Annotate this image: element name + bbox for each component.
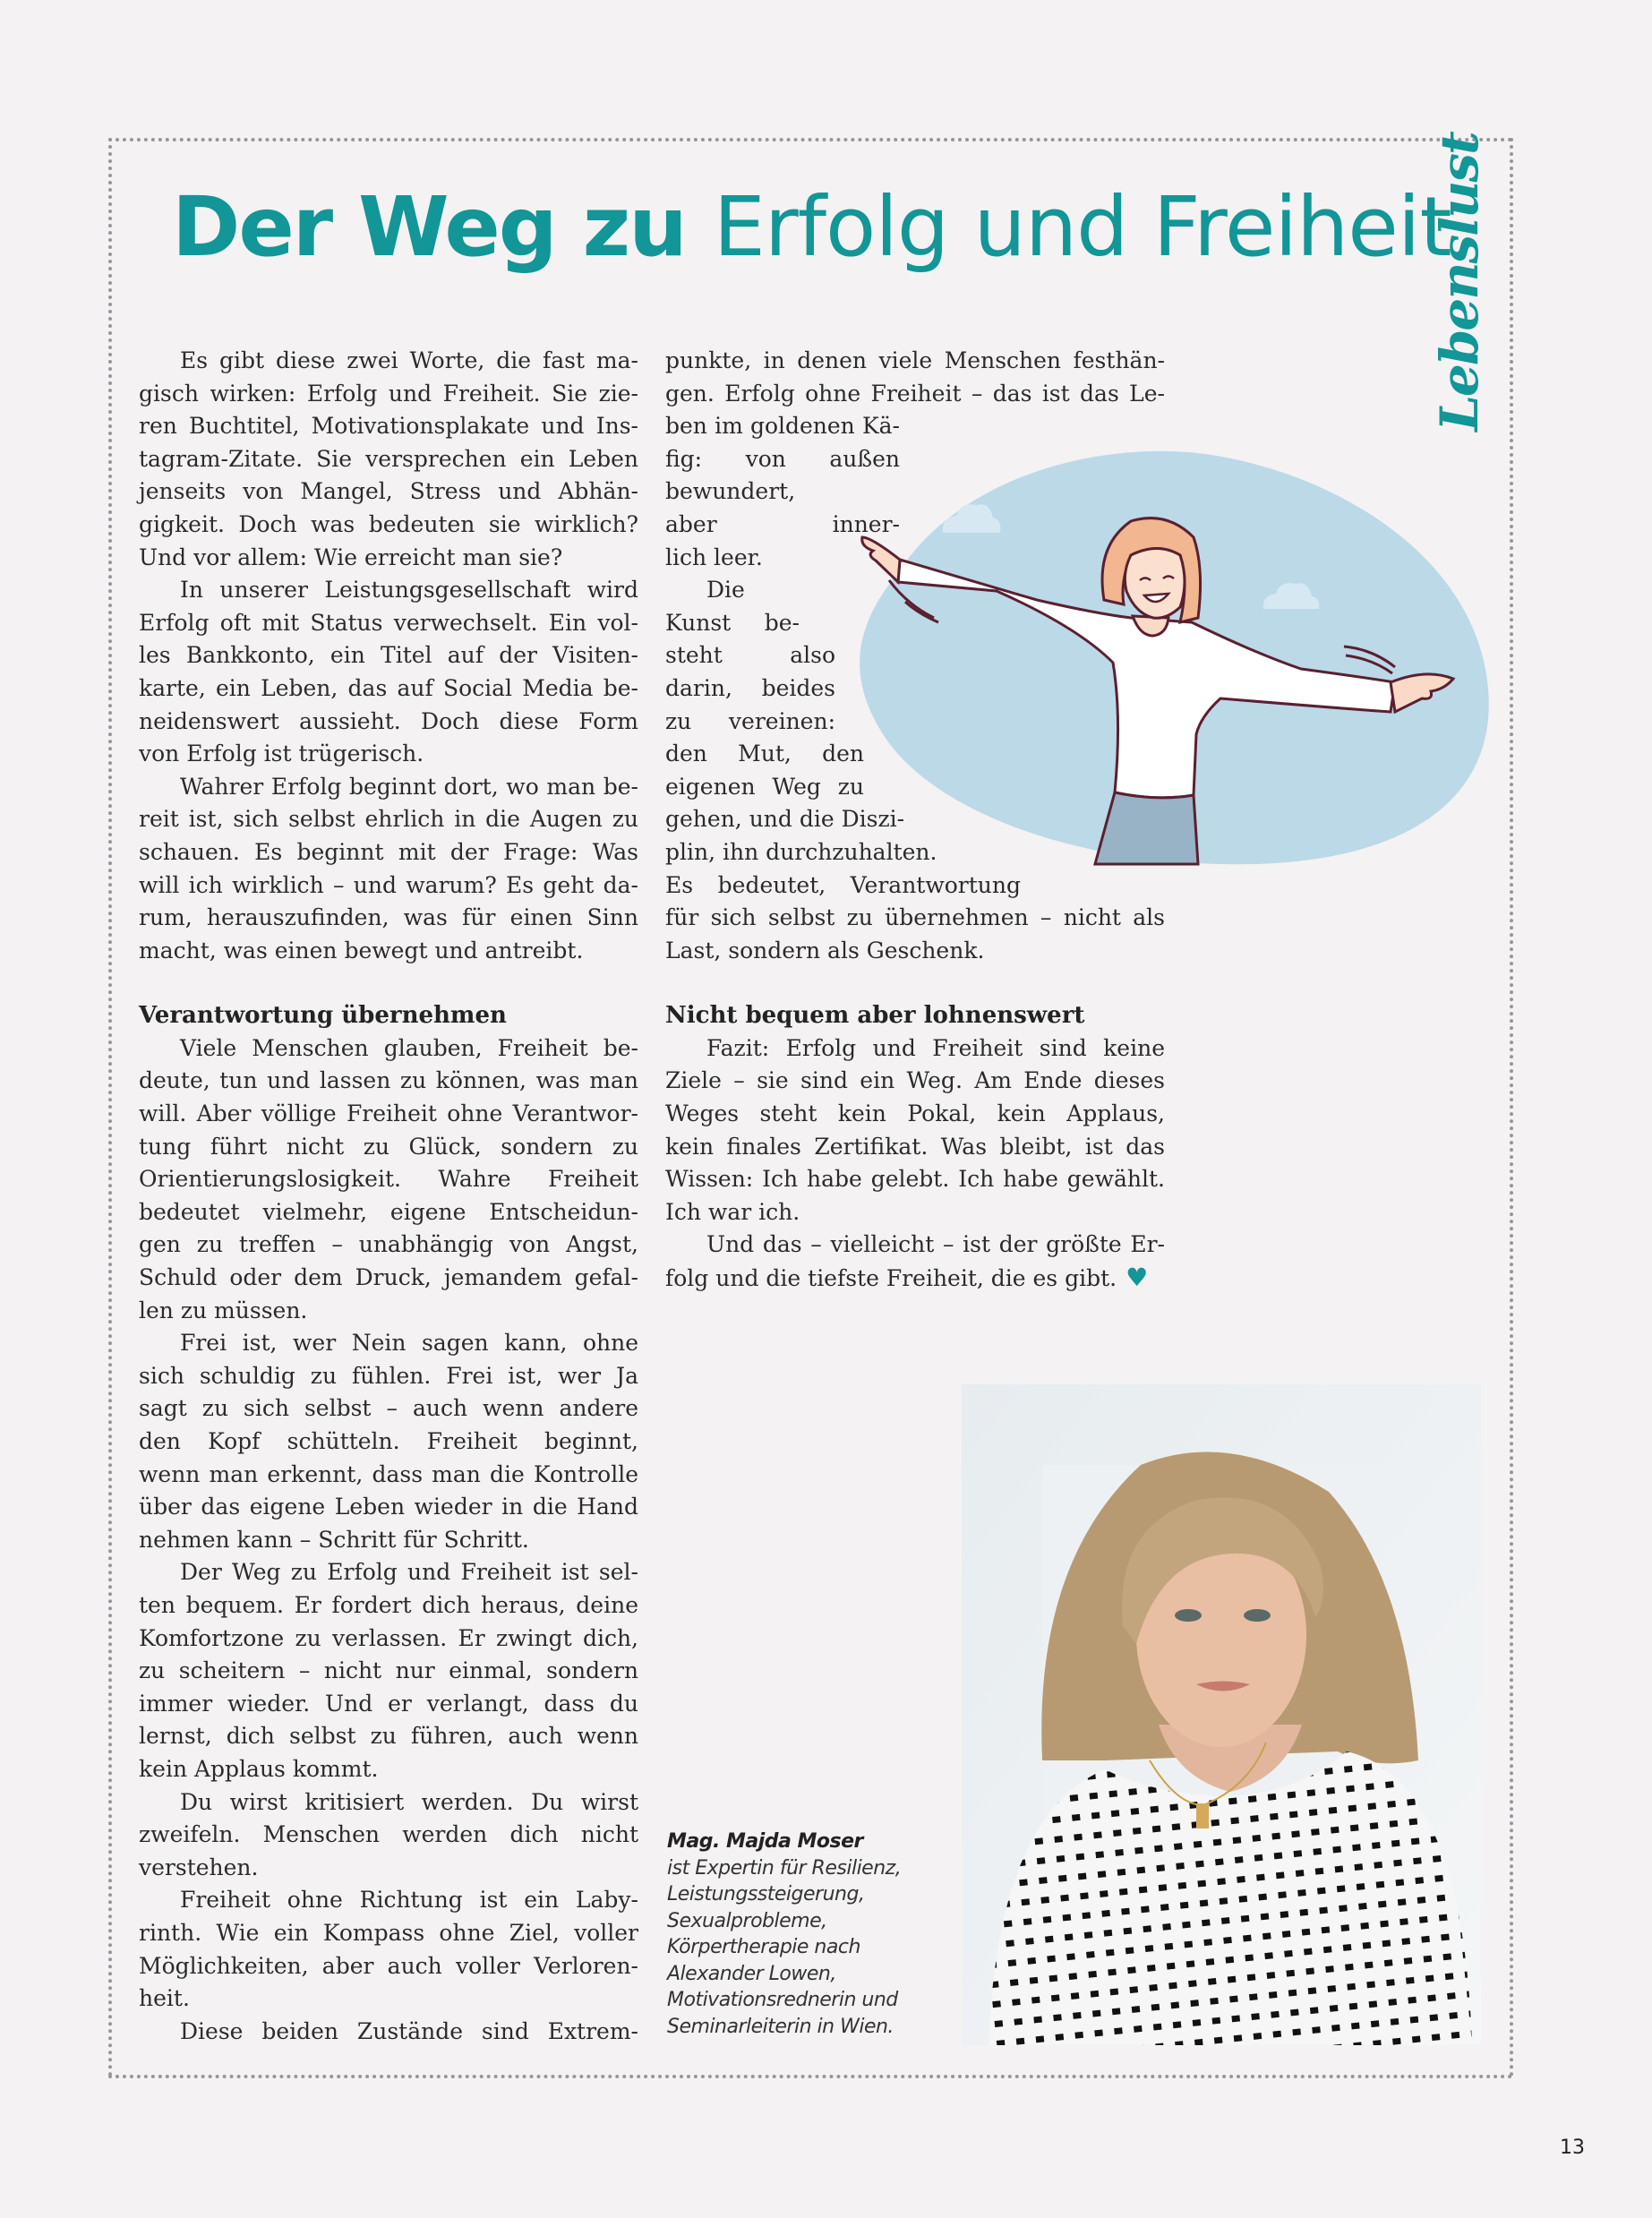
paragraph [139, 1032, 638, 1327]
text-line: Weges steht kein Pokal, kein Applaus, [665, 1100, 1165, 1127]
text-line: Freiheit ohne Richtung ist ein Laby- [180, 1887, 638, 1914]
text-line: Der Weg zu Erfolg und Freiheit ist sel- [180, 1559, 638, 1586]
portrait-svg [962, 1384, 1481, 2045]
text-line: Ich war ich. [665, 1198, 800, 1225]
text-line: für sich selbst zu übernehmen – nicht als [665, 904, 1165, 931]
text-line: rinth. Wie ein Kompass ohne Ziel, voller [139, 1919, 638, 1946]
text-line: Es bedeutet, Verantwortung [665, 871, 1021, 898]
paragraph [139, 771, 638, 968]
paragraph [139, 345, 638, 574]
text-line: neidenswert aussieht. Doch diese Form [139, 707, 638, 734]
author-caption [667, 1828, 963, 2040]
text-line: Möglichkeiten, aber auch voller Verloren- [139, 1952, 638, 1979]
woman-arms-outstretched-illustration [835, 448, 1498, 869]
text-line: ten bequem. Er fordert dich heraus, deine [139, 1591, 638, 1618]
text-line: Fazit: Erfolg und Freiheit sind keine [706, 1034, 1165, 1061]
author-bio-line: Seminarleiterin in Wien. [667, 2015, 894, 2038]
text-line: zweifeln. Menschen werden dich nicht [139, 1821, 638, 1848]
text-line: sagt zu sich selbst – auch wenn andere [139, 1395, 638, 1422]
text-line: Diese beiden Zustände sind Extrem- [180, 2017, 638, 2044]
text-line: karte, ein Leben, das auf Social Media be- [139, 674, 638, 701]
page-number: 13 [1560, 2137, 1585, 2159]
text-line: den Kopf schütteln. Freiheit beginnt, [139, 1428, 638, 1454]
text-line: zu scheitern – nicht nur einmal, sondern [139, 1657, 638, 1684]
author-portrait-photo [962, 1384, 1481, 2045]
text-line: Und das – vielleicht – ist der größte Er- [706, 1231, 1165, 1258]
text-line: gisch wirken: Erfolg und Freiheit. Sie zie- [139, 380, 638, 407]
text-line: rum, herauszufinden, was für einen Sinn [139, 904, 638, 931]
text-line: ren Buchtitel, Motivationsplakate und Ins- [139, 413, 638, 440]
text-line: Kunst be- [665, 609, 800, 636]
text-line: gen. Erfolg ohne Freiheit – das ist das Le- [665, 380, 1165, 407]
text-line: plin, ihn durchzuhalten. [665, 838, 937, 865]
text-line: Du wirst kritisiert werden. Du wirst [180, 1788, 638, 1815]
text-line: len zu müssen. [139, 1297, 308, 1323]
text-line: Viele Menschen glauben, Freiheit be- [180, 1034, 638, 1061]
text-line: heit. [139, 1985, 190, 2012]
author-bio-line: Körpertherapie nach [667, 1936, 860, 1958]
subheading-nicht-bequem: Nicht bequem aber lohnenswert [665, 1002, 1085, 1030]
paragraph [139, 2016, 638, 2049]
paragraph [665, 1229, 1165, 1295]
text-line: Orientierungslosigkeit. Wahre Freiheit [139, 1166, 638, 1193]
subheading-verantwortung: Verantwortung übernehmen [139, 1002, 507, 1030]
text-line: Ziele – sie sind ein Weg. Am Ende dieses [665, 1067, 1165, 1094]
text-line: tagram-Zitate. Sie versprechen ein Leben [139, 445, 638, 472]
paragraph [139, 1786, 638, 1885]
text-line: Die [706, 577, 745, 604]
text-line: In unserer Leistungsgesellschaft wird [180, 577, 638, 604]
text-line: les Bankkonto, ein Titel auf der Visiten- [139, 642, 638, 669]
text-line: über das eigene Leben wieder in die Hand [139, 1494, 638, 1520]
text-line: kein Applaus kommt. [139, 1755, 379, 1782]
text-line: Schuld oder dem Druck, jemandem gefal- [139, 1264, 638, 1291]
text-line: Und vor allem: Wie erreicht man sie? [139, 544, 563, 570]
paragraph [139, 574, 638, 771]
text-line: macht, was einen bewegt und antreibt. [139, 937, 584, 963]
text-line: reit ist, sich selbst ehrlich in die Augen zu [139, 806, 638, 833]
text-line: immer wieder. Und er verlangt, dass du [139, 1690, 638, 1717]
text-line: steht also [665, 642, 835, 669]
article-column-1 [139, 345, 638, 2048]
text-line: darin, beides [665, 674, 835, 701]
text-line: punkte, in denen viele Menschen festhän- [665, 347, 1165, 373]
title-light: Erfolg und Freiheit [713, 179, 1451, 275]
text-line: schauen. Es beginnt mit der Frage: Was [139, 838, 638, 865]
author-bio-line: ist Expertin für Resilienz, [667, 1856, 902, 1880]
text-line: will. Aber völlige Freiheit ohne Verantwor- [139, 1100, 638, 1127]
text-line: gigkeit. Doch was bedeuten sie wirklich? [139, 510, 638, 537]
text-line: deute, tun und lassen zu können, was man [139, 1067, 638, 1094]
text-line: von Erfolg ist trügerisch. [139, 741, 424, 767]
text-line: lich leer. [665, 544, 763, 570]
text-line: gen zu treffen – unabhängig von Angst, [139, 1231, 638, 1258]
article-title [172, 179, 1451, 275]
text-line: zu vereinen: [665, 707, 835, 734]
section-tag-label: Lebenslust [1429, 133, 1490, 432]
text-line: Es gibt diese zwei Worte, die fast ma- [180, 347, 638, 373]
text-line: jenseits von Mangel, Stress und Abhän- [139, 478, 638, 505]
author-bio-line: Leistungssteigerung, [667, 1883, 865, 1905]
paragraph [139, 1556, 638, 1786]
text-line: wenn man erkennt, dass man die Kontrolle [139, 1460, 638, 1487]
paragraph [139, 1884, 638, 2015]
text-line: verstehen. [139, 1854, 259, 1880]
author-bio-line: Sexualprobleme, [667, 1909, 827, 1932]
text-line: den Mut, den [665, 741, 864, 767]
text-line: Frei ist, wer Nein sagen kann, ohne [180, 1330, 638, 1357]
section-tag [1424, 133, 1495, 432]
text-line: ben im goldenen Kä- [665, 413, 900, 440]
text-line: eigenen Weg zu [665, 773, 864, 800]
text-line: aber inner- [665, 510, 900, 537]
text-line: Erfolg oft mit Status verwechselt. Ein vol- [139, 609, 638, 636]
paragraph [139, 1327, 638, 1556]
pants [1095, 792, 1198, 864]
heart-icon: ♥ [1126, 1263, 1149, 1293]
text-line: Komfortzone zu verlassen. Er zwingt dich, [139, 1624, 638, 1651]
title-bold: Der Weg zu [172, 179, 686, 275]
left-hand [862, 537, 900, 582]
text-line: nehmen kann – Schritt für Schritt. [139, 1526, 529, 1553]
text-line: sich schuldig zu fühlen. Frei ist, wer Ja [139, 1362, 638, 1389]
author-bio-line: Alexander Lowen, [667, 1962, 836, 1985]
text-line: bedeutet vielmehr, eigene Entscheidun- [139, 1198, 638, 1225]
text-line: folg und die tiefste Freiheit, die es gibt. ♥ [665, 1263, 1149, 1293]
paragraph [665, 1032, 1165, 1229]
text-line: bewundert, [665, 478, 796, 505]
text-line: will ich wirklich – und warum? Es geht da- [139, 871, 638, 898]
author-name: Mag. Majda Moser [667, 1830, 863, 1853]
author-bio-line: Motivationsrednerin und [667, 1989, 898, 2011]
text-line: tung führt nicht zu Glück, sondern zu [139, 1133, 638, 1160]
text-line: lernst, dich selbst zu führen, auch wenn [139, 1723, 638, 1750]
text-line: kein finales Zertifikat. Was bleibt, ist das [665, 1133, 1165, 1160]
illustration-svg [835, 448, 1498, 869]
text-line: Last, sondern als Geschenk. [665, 937, 985, 963]
text-line: Wahrer Erfolg beginnt dort, wo man be- [180, 773, 638, 800]
text-line: fig: von außen [665, 445, 900, 472]
text-line: Wissen: Ich habe gelebt. Ich habe gewählt. [665, 1166, 1165, 1193]
text-line: gehen, und die Diszi- [665, 806, 905, 833]
